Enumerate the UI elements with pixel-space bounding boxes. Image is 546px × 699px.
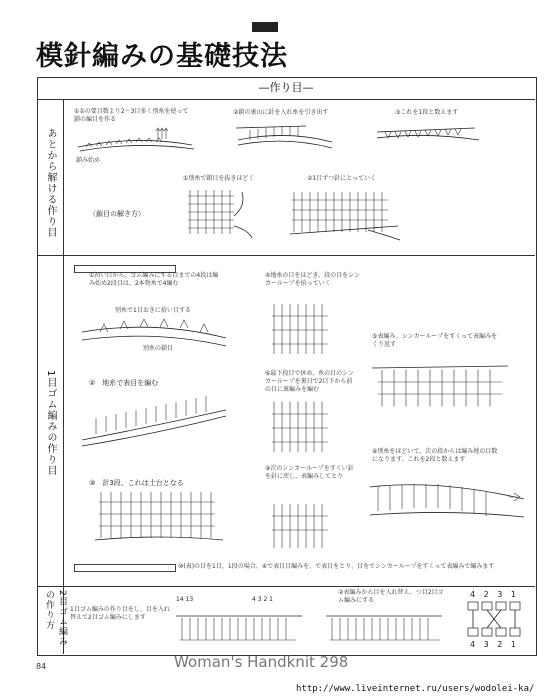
- section-label-1: あとから解ける作り目: [45, 128, 56, 238]
- source-url[interactable]: http://www.liveinternet.ru/users/wodolei-ka/: [296, 684, 535, 694]
- s1-needle-illustration: [288, 186, 408, 241]
- s2-note-5: ③ 計3段、これは土台となる: [89, 479, 184, 487]
- s2-fig-1: [80, 310, 230, 360]
- section-label-2: 1目ゴム編みの作り目: [45, 370, 56, 477]
- s2-fig-4: [268, 300, 338, 360]
- s1-note-5: （鎖目の解き方）: [89, 210, 145, 218]
- s1-note-2: ②鎖の裏山に針を入れ糸を引き出す: [233, 109, 329, 116]
- s2-note-4: ② 地糸で表目を編む: [89, 379, 159, 387]
- s1-note-1b: 鎖み始め: [76, 157, 101, 164]
- s2-fig-7: [372, 362, 512, 417]
- s3-note-2: ②表編みから目を入れ替え、つ目2目ゴム編みにする: [338, 589, 444, 604]
- brand-watermark: Woman's Handknit 298: [174, 653, 349, 671]
- s3-row-bottom: 4 3 2 1: [470, 640, 519, 649]
- s2-fig-8: [368, 475, 528, 523]
- s3-fig-1: [176, 608, 306, 648]
- divider-1: [37, 255, 535, 256]
- s1-chain-illustration: [76, 125, 196, 165]
- s1-pickup-illustration: [236, 120, 336, 160]
- s2-fig-5: [268, 398, 338, 458]
- s3-fig-2: [326, 608, 446, 648]
- s1-note-6: ②1目ずつ針にとっていく: [307, 175, 377, 182]
- s2-note-3: 別糸の鎖目: [143, 345, 174, 352]
- s2-note-10: ⑧別糸をほどいて、次の段からは編み地の目数になります。これを2段と数えます: [372, 448, 498, 463]
- page-title: 模針編みの基礎技法: [36, 41, 288, 72]
- s2-fig-3: [95, 488, 225, 548]
- s2-note-7: ⑤表編み、シンカーループをすくって表編みをくり返す: [372, 333, 498, 348]
- s2-stitch-strip-bottom: [74, 564, 176, 572]
- s2-note-2: 別糸で1目おきに拾い目する: [115, 307, 191, 314]
- s3-swap-diagram: [466, 600, 524, 640]
- s1-note-3: ③これを1段と数えます: [395, 109, 459, 116]
- page-number: 84: [36, 662, 47, 671]
- s1-row-illustration: [375, 118, 485, 154]
- s1-note-1: ①①の要目数より2〜3目多く別糸を使って鎖の編目を作る: [74, 108, 189, 123]
- s2-note-1: ①初い目から、ゴム編みにする目までの4段は編み始め2段目は、2本物糸で4編む: [89, 272, 219, 287]
- s2-note-12: ⑩(表)の目を1目、1段の場合、④で表目目編みを、で表目をとり、目をでシンカーループをすくって表編みで編みます: [178, 563, 495, 570]
- s3-note-1: 1目ゴム編みの作り目をし、目を入れ替えて2目ゴム編みにします: [70, 606, 170, 621]
- title-tab-mark: [252, 22, 278, 32]
- s1-note-4: ①別糸で鎖目を抜きほどく: [183, 175, 255, 182]
- section-label-3: 2目ゴム編みの作り方: [44, 590, 67, 647]
- s3-nums-a: 14 13: [176, 596, 194, 603]
- s3-row-top: 4 2 3 1: [470, 590, 519, 599]
- divider-2: [37, 586, 535, 587]
- section-header: —作り目—: [37, 77, 535, 100]
- s2-note-6: ④地糸の目をほどき、段の目をシンカーループを拾っていく: [265, 272, 360, 287]
- s1-unravel-illustration: [186, 186, 256, 241]
- s2-note-8: ⑥最下段目で休め、糸の目のシンカーループを裏目で2目下から前の目に裏編みを編む: [265, 370, 354, 393]
- s2-fig-6: [268, 500, 338, 552]
- s2-fig-2: [80, 390, 230, 450]
- s2-note-11: ⑨次のシンカーループをすくい針を針に戻し、表編みしてとり: [265, 465, 354, 480]
- s3-nums-b: 4 3 2 1: [252, 596, 273, 603]
